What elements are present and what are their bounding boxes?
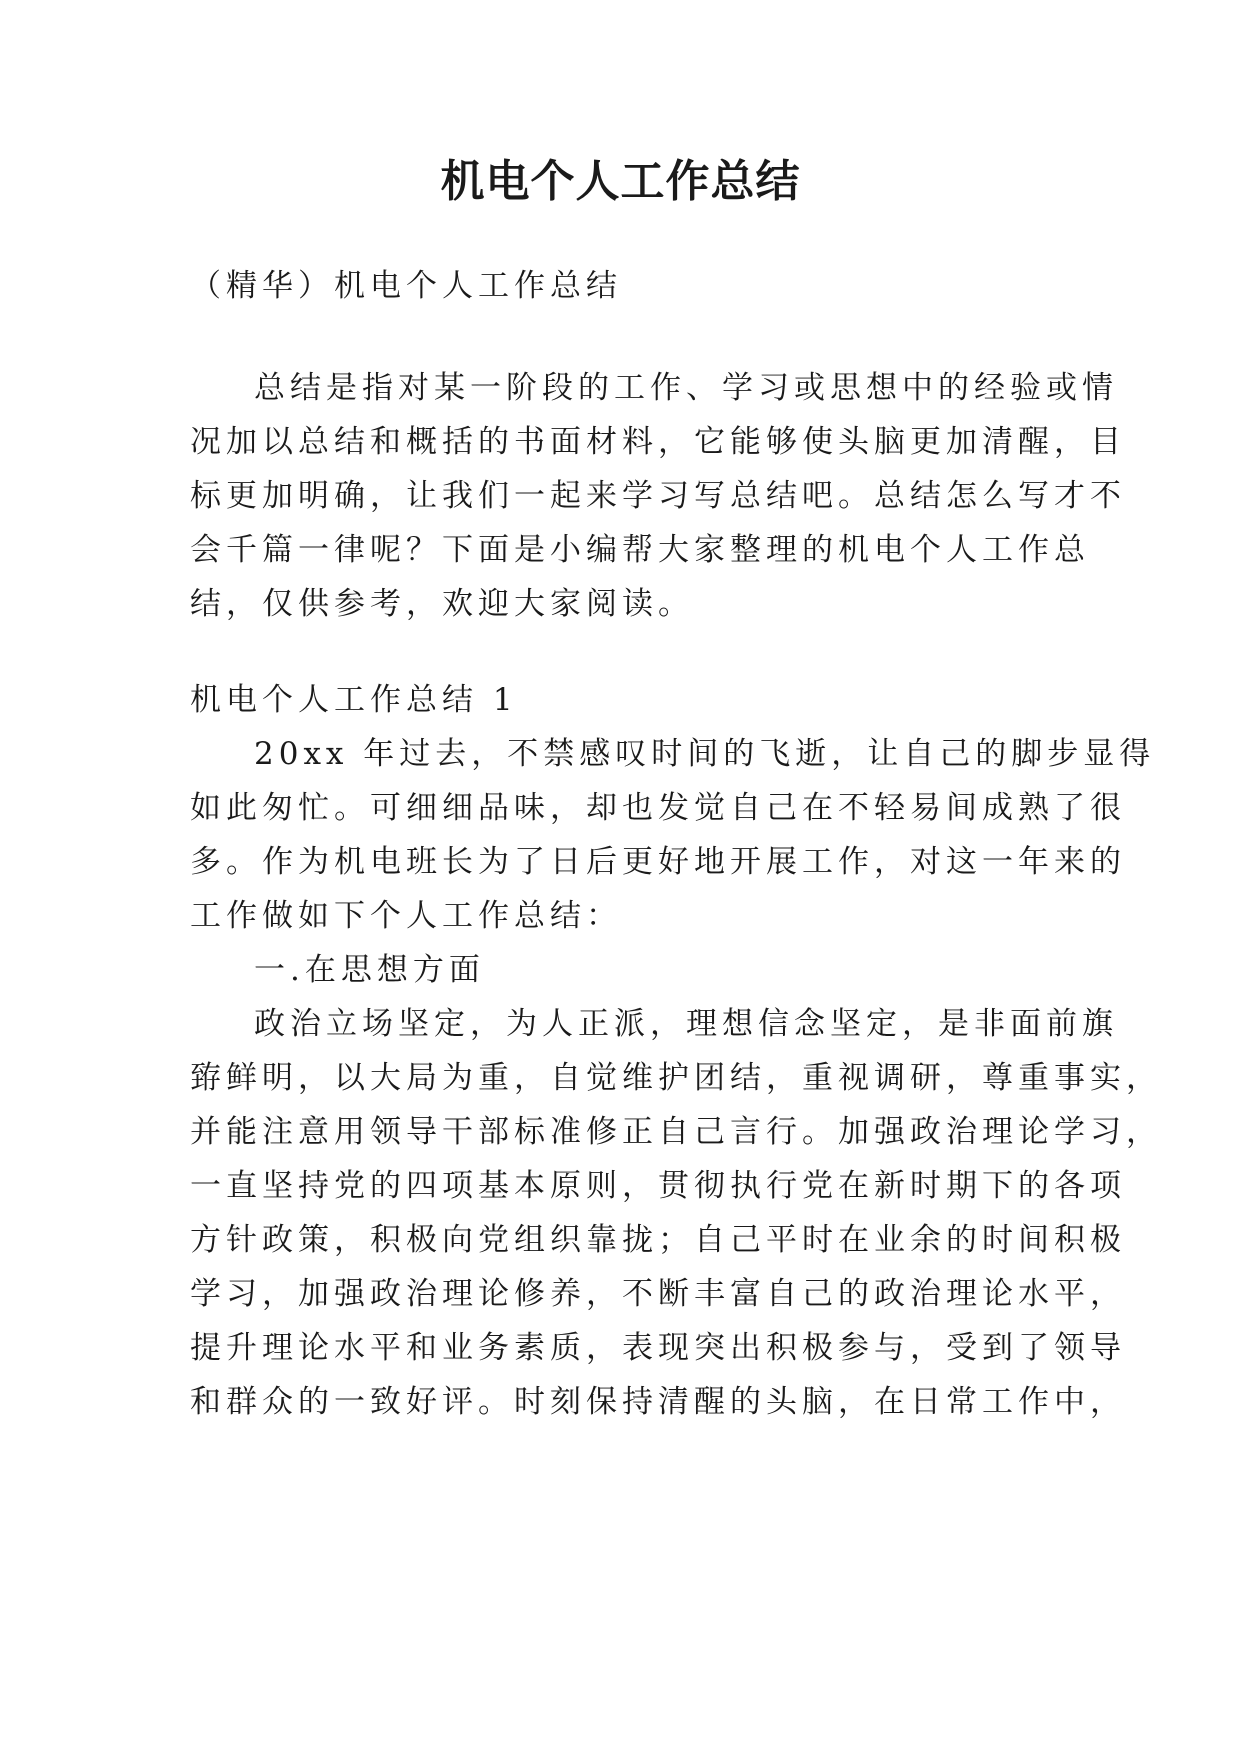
body-line: 政治立场坚定，为人正派，理想信念坚定，是非面前旗 <box>254 1006 1118 1042</box>
intro-line: 会千篇一律呢？下面是小编帮大家整理的机电个人工作总 <box>190 532 1090 568</box>
section-line: 20xx 年过去，不禁感叹时间的飞逝，让自己的脚步显得 <box>254 736 1156 772</box>
body-line: 臶鲜明，以大局为重，自觉维护团结，重视调研，尊重事实， <box>190 1060 1162 1096</box>
section-heading: 机电个人工作总结 1 <box>190 682 518 718</box>
section-line: 多。作为机电班长为了日后更好地开展工作，对这一年来的 <box>190 844 1126 880</box>
body-line: 方针政策，积极向党组织靠拢；自己平时在业余的时间积极 <box>190 1222 1126 1258</box>
body-line: 提升理论水平和业务素质，表现突出积极参与，受到了领导 <box>190 1330 1126 1366</box>
document-subtitle: （精华）机电个人工作总结 <box>190 268 622 304</box>
body-line: 一直坚持党的四项基本原则，贯彻执行党在新时期下的各项 <box>190 1168 1126 1204</box>
intro-line: 标更加明确，让我们一起来学习写总结吧。总结怎么写才不 <box>190 478 1126 514</box>
intro-line: 结，仅供参考，欢迎大家阅读。 <box>190 586 694 622</box>
body-line: 并能注意用领导干部标准修正自己言行。加强政治理论学习， <box>190 1114 1162 1150</box>
intro-line: 况加以总结和概括的书面材料，它能够使头脑更加清醒，目 <box>190 424 1126 460</box>
subheading: 一.在思想方面 <box>254 952 485 988</box>
section-line: 工作做如下个人工作总结： <box>190 898 622 934</box>
section-line: 如此匆忙。可细细品味，却也发觉自己在不轻易间成熟了很 <box>190 790 1126 826</box>
body-line: 学习，加强政治理论修养，不断丰富自己的政治理论水平， <box>190 1276 1126 1312</box>
document-title: 机电个人工作总结 <box>440 156 801 207</box>
body-line: 和群众的一致好评。时刻保持清醒的头脑，在日常工作中， <box>190 1384 1126 1420</box>
intro-line: 总结是指对某一阶段的工作、学习或思想中的经验或情 <box>254 370 1118 406</box>
